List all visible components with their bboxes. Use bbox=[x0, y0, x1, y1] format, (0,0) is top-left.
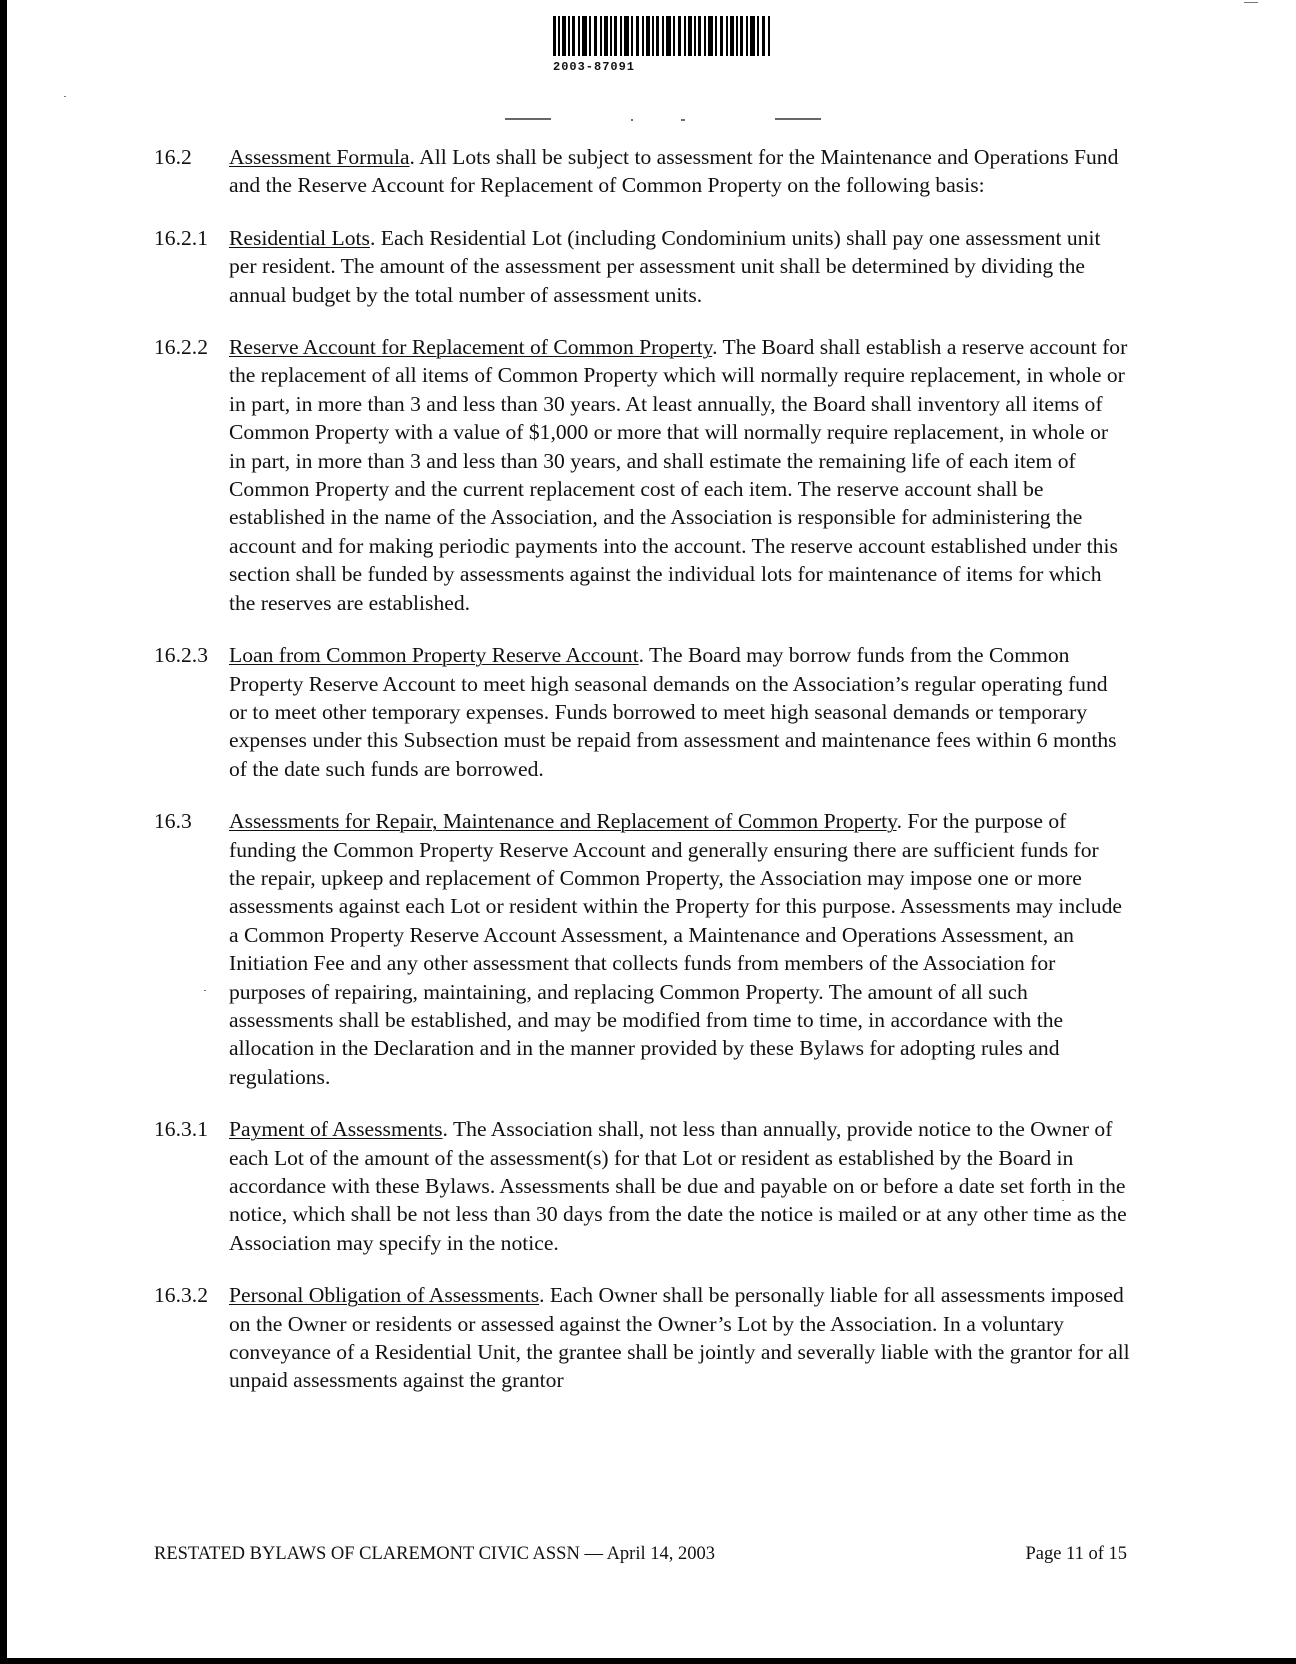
section-number: 16.3 bbox=[154, 809, 192, 834]
recording-barcode bbox=[550, 16, 780, 80]
section-16-3-1 bbox=[154, 1115, 1130, 1257]
section-body bbox=[229, 224, 1130, 309]
section-number: 16.2 bbox=[154, 145, 192, 169]
section-body bbox=[229, 333, 1130, 617]
section-16-2-1 bbox=[154, 224, 1130, 309]
page-footer bbox=[154, 1544, 1127, 1565]
section-16-2 bbox=[154, 143, 1130, 200]
section-title: Assessments for Repair, Maintenance and Replacement of Common Property bbox=[229, 809, 897, 834]
section-title: Reserve Account for Replacement of Common Property bbox=[229, 335, 713, 360]
section-text: . For the purpose of funding the Common Property Reserve Account and generally ensuring there are sufficient funds for the repair, upkeep and replacement of Common Property, the Association may impose one or more assessments against each Lot or resident within the Property for this purpose. Assessments may include a Common Property Reserve Account Assessment, a Maintenance and Operations Assessment, an Initiation Fee and any other assessment that collects funds from members of the Association for purposes of repairing, maintaining, and replacing Common Property. The amount of all such assessments shall be established, and may be modified from time to time, in accordance with the allocation in the Declaration and in the manner provided by these Bylaws for adopting rules and regulations. bbox=[229, 809, 1122, 1089]
section-text: . Each Residential Lot (including Condominium units) shall pay one assessment unit per resident. The amount of the assessment per assessment unit shall be determined by dividing the annual budget by the total number of assessment units. bbox=[229, 225, 1101, 307]
section-16-2-2 bbox=[154, 333, 1130, 617]
section-text: . The Board shall establish a reserve account for the replacement of all items of Common Property which will normally require replacement, in whole or in part, in more than 3 and less than 30 years. At least annually, the Board shall inventory all items of Common Property with a value of $1,000 or more that will normally require replacement, in whole or in part, in more than 3 and less than 30 years, and shall estimate the remaining life of each item of Common Property and the current replacement cost of each item. The reserve account shall be established in the name of the Association, and the Association is responsible for administering the account and for making periodic payments into the account. The reserve account established under this section shall be funded by assessments against the individual lots for maintenance of items for which the reserves are established. bbox=[229, 335, 1128, 615]
section-body bbox=[229, 1281, 1130, 1395]
footer-document-title: RESTATED BYLAWS OF CLAREMONT CIVIC ASSN — April 14, 2003 bbox=[154, 1544, 715, 1564]
section-text: . The Association shall, not less than annually, provide notice to the Owner of each Lot of the amount of the assessment(s) for that Lot or resident as established by the Board in accordance with these Bylaws. Assessments shall be due and payable on or before a date set forth in the notice, which shall be not less than 30 days from the date the notice is mailed or at any other time as the Association may specify in the notice. bbox=[229, 1117, 1127, 1255]
section-body bbox=[229, 641, 1130, 783]
section-number: 16.2.3 bbox=[154, 643, 208, 668]
section-number: 16.3.2 bbox=[154, 1283, 208, 1308]
scan-speck bbox=[64, 96, 66, 97]
section-title: Assessment Formula bbox=[229, 145, 410, 169]
barcode-bars bbox=[553, 16, 777, 60]
barcode-number: 2003-87091 bbox=[553, 60, 636, 74]
section-title: Personal Obligation of Assessments bbox=[229, 1283, 540, 1308]
scan-speck bbox=[1244, 2, 1258, 3]
section-number: 16.2.2 bbox=[154, 335, 208, 360]
section-title: Residential Lots bbox=[229, 225, 370, 250]
section-text: . Each Owner shall be personally liable for all assessments imposed on the Owner or residents or assessed against the Owner’s Lot by the Association. In a voluntary conveyance of a Residential Unit, the grantee shall be jointly and severally liable with the grantor for all unpaid assessments against the grantor bbox=[229, 1283, 1130, 1393]
section-body bbox=[229, 143, 1130, 200]
section-body bbox=[229, 1115, 1130, 1257]
document-body bbox=[154, 143, 1130, 1395]
footer-page-number: Page 11 of 15 bbox=[1025, 1544, 1127, 1564]
section-number: 16.3.1 bbox=[154, 1117, 208, 1142]
section-number: 16.2.1 bbox=[154, 225, 208, 250]
scan-artifact-marks bbox=[505, 116, 825, 124]
section-body bbox=[229, 807, 1130, 1091]
section-text: . All Lots shall be subject to assessment for the Maintenance and Operations Fund and the Reserve Account for Replacement of Common Property on the following basis: bbox=[229, 145, 1119, 198]
section-title: Loan from Common Property Reserve Account bbox=[229, 643, 639, 668]
section-16-3-2 bbox=[154, 1281, 1130, 1395]
section-title: Payment of Assessments bbox=[229, 1117, 443, 1142]
section-16-2-3 bbox=[154, 641, 1130, 783]
section-text: . The Board may borrow funds from the Common Property Reserve Account to meet high seasonal demands on the Association’s regular operating fund or to meet other temporary expenses. Funds borrowed to meet high seasonal demands or temporary expenses under this Subsection must be repaid from assessment and maintenance fees within 6 months of the date such funds are borrowed. bbox=[229, 643, 1117, 781]
section-16-3 bbox=[154, 807, 1130, 1091]
